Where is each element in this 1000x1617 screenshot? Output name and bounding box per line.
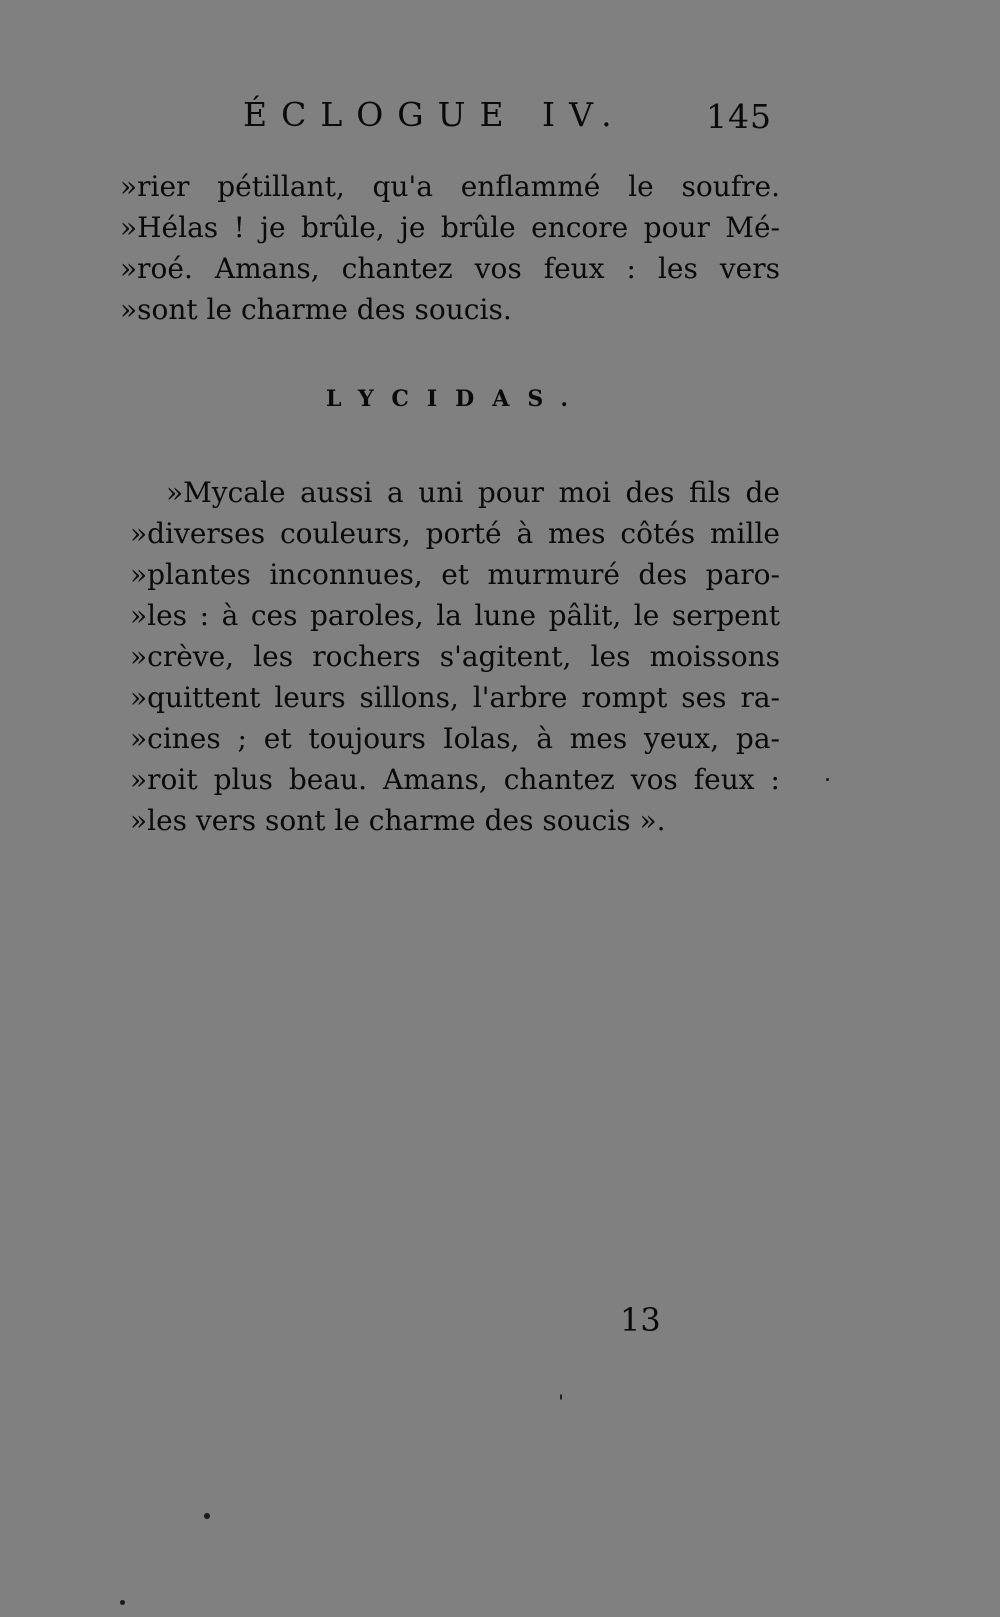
speaker-heading: LYCIDAS. [326, 386, 587, 412]
print-speck [560, 1394, 562, 1400]
running-title: ÉCLOGUE IV. [243, 95, 626, 134]
text-line: »plantes inconnues, et murmuré des paro- [130, 558, 780, 591]
text-line: »rier pétillant, qu'a enflammé le soufre. [120, 170, 780, 203]
text-line: »les vers sont le charme des soucis ». [130, 804, 666, 837]
print-speck [826, 778, 829, 781]
text-line: »crève, les rochers s'agitent, les moissons [130, 640, 780, 673]
page-number: 145 [706, 97, 772, 136]
continuation-paragraph [120, 166, 780, 330]
text-line: »Hélas ! je brûle, je brûle encore pour Mé- [120, 211, 780, 244]
speech-paragraph [130, 472, 780, 841]
text-line: »Mycale aussi a uni pour moi des fils de [166, 476, 780, 509]
print-speck [120, 1600, 125, 1605]
print-speck [204, 1513, 210, 1519]
text-line: »les : à ces paroles, la lune pâlit, le serpent [130, 599, 780, 632]
text-line: »cines ; et toujours Iolas, à mes yeux, pa- [130, 722, 780, 755]
text-line: »roé. Amans, chantez vos feux : les vers [120, 252, 780, 285]
text-line: »diverses couleurs, porté à mes côtés mille [130, 517, 780, 550]
text-line: »sont le charme des soucis. [120, 293, 512, 326]
signature-mark: 13 [620, 1301, 661, 1339]
text-line: »quittent leurs sillons, l'arbre rompt ses ra- [130, 681, 780, 714]
text-line: »roit plus beau. Amans, chantez vos feux : [130, 763, 780, 796]
